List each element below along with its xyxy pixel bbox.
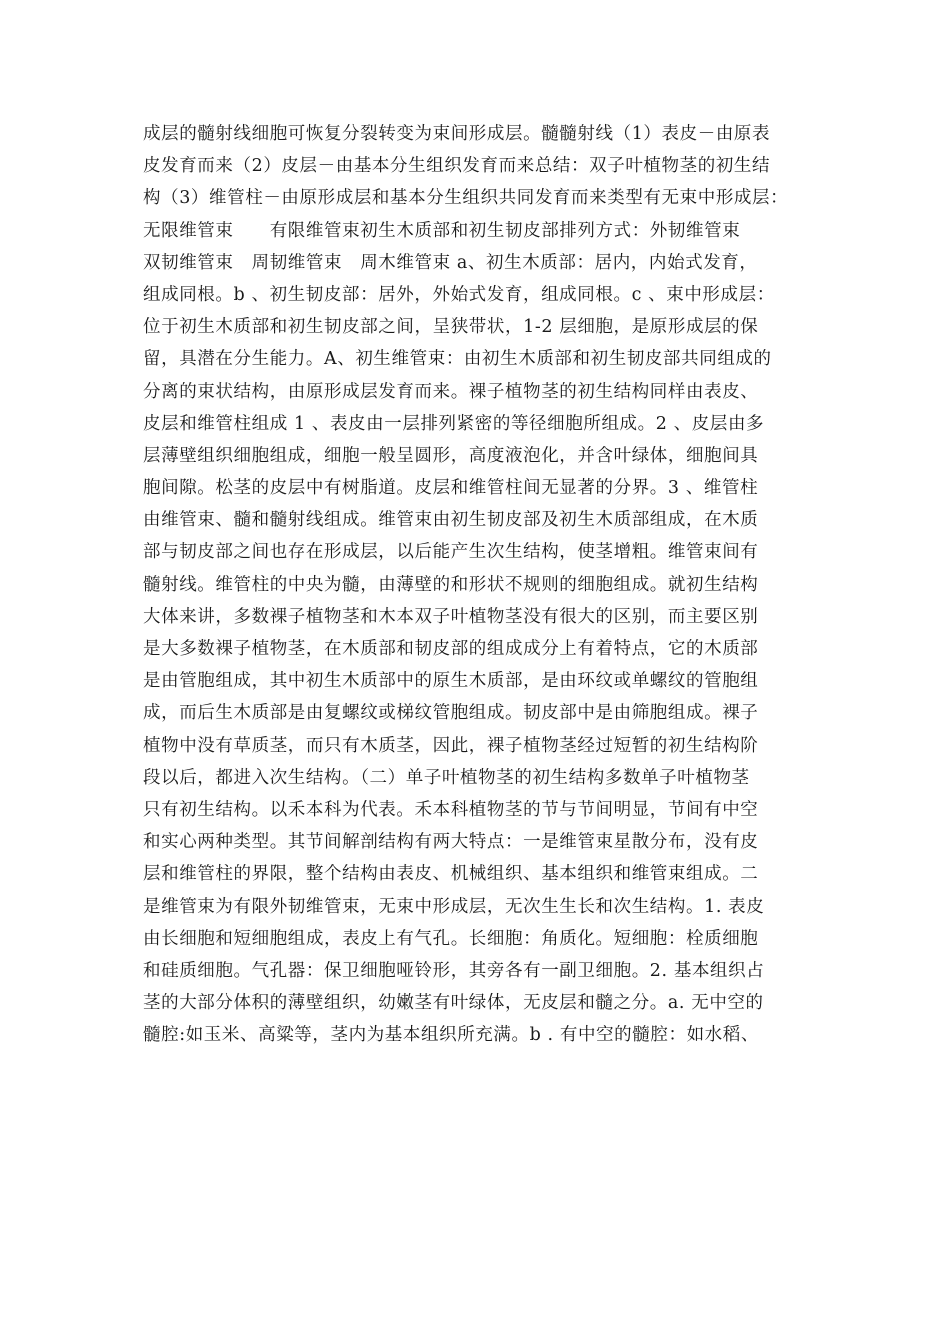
text-line: 组成同根。b 、初生韧皮部：居外，外始式发育，组成同根。c 、束中形成层：: [143, 284, 775, 305]
text-line: 皮层和维管柱组成 1 、表皮由一层排列紧密的等径细胞所组成。2 、皮层由多: [143, 413, 765, 434]
text-line: 由长细胞和短细胞组成，表皮上有气孔。长细胞：角质化。短细胞：栓质细胞: [143, 928, 759, 949]
text-line: 双韧维管束 周韧维管束 周木维管束 a、初生木质部：居内，内始式发育，: [143, 252, 758, 273]
text-line: 茎的大部分体积的薄壁组织，幼嫩茎有叶绿体，无皮层和髓之分。a. 无中空的: [143, 993, 764, 1014]
text-line: 分离的束状结构，由原形成层发育而来。裸子植物茎的初生结构同样由表皮、: [143, 381, 759, 402]
text-line: 大体来讲，多数裸子植物茎和木本双子叶植物茎没有很大的区别，而主要区别: [143, 606, 759, 627]
text-line: 由维管束、髓和髓射线组成。维管束由初生韧皮部及初生木质部组成，在木质: [143, 510, 759, 531]
text-line: 成，而后生木质部是由复螺纹或梯纹管胞组成。韧皮部中是由筛胞组成。裸子: [143, 703, 759, 724]
text-line: 位于初生木质部和初生韧皮部之间，呈狭带状，1-2 层细胞，是原形成层的保: [143, 317, 759, 338]
text-line: 髓射线。维管柱的中央为髓，由薄壁的和形状不规则的细胞组成。就初生结构: [143, 574, 759, 595]
text-line: 皮发育而来（2）皮层－由基本分生组织发育而来总结：双子叶植物茎的初生结: [143, 156, 771, 177]
text-line: 胞间隙。松茎的皮层中有树脂道。皮层和维管柱间无显著的分界。3 、维管柱: [143, 478, 759, 499]
text-line: 部与韧皮部之间也存在形成层，以后能产生次生结构，使茎增粗。维管束间有: [143, 542, 759, 563]
text-line: 无限维管束 有限维管束初生木质部和初生韧皮部排列方式：外韧维管束: [143, 220, 741, 241]
text-line: 和硅质细胞。气孔器：保卫细胞哑铃形，其旁各有一副卫细胞。2. 基本组织占: [143, 960, 765, 981]
text-line: 段以后，都进入次生结构。（二）单子叶植物茎的初生结构多数单子叶植物茎: [143, 767, 750, 788]
text-line: 层薄壁组织细胞组成，细胞一般呈圆形，高度液泡化，并含叶绿体，细胞间具: [143, 445, 759, 466]
text-line: 髓腔:如玉米、高粱等，茎内为基本组织所充满。b . 有中空的髓腔：如水稻、: [143, 1025, 759, 1046]
text-line: 和实心两种类型。其节间解剖结构有两大特点：一是维管束星散分布，没有皮: [143, 832, 759, 853]
text-line: 是维管束为有限外韧维管束，无束中形成层，无次生生长和次生结构。1. 表皮: [143, 896, 765, 917]
text-line: 构（3）维管柱－由原形成层和基本分生组织共同发育而来类型有无束中形成层：: [143, 188, 789, 209]
text-line: 是大多数裸子植物茎，在木质部和韧皮部的组成成分上有着特点，它的木质部: [143, 639, 759, 659]
text-line: 层和维管柱的界限，整个结构由表皮、机械组织、基本组织和维管束组成。二: [143, 864, 759, 885]
text-line: 只有初生结构。以禾本科为代表。禾本科植物茎的节与节间明显，节间有中空: [143, 799, 759, 820]
body-text: [143, 118, 823, 1051]
text-line: 留，具潜在分生能力。A、初生维管束：由初生木质部和初生韧皮部共同组成的: [143, 349, 772, 370]
text-line: 成层的髓射线细胞可恢复分裂转变为束间形成层。髓髓射线（1）表皮－由原表: [143, 124, 771, 144]
text-line: 植物中没有草质茎，而只有木质茎，因此，裸子植物茎经过短暂的初生结构阶: [143, 735, 759, 756]
text-line: 是由管胞组成，其中初生木质部中的原生木质部，是由环纹或单螺纹的管胞组: [143, 671, 759, 692]
